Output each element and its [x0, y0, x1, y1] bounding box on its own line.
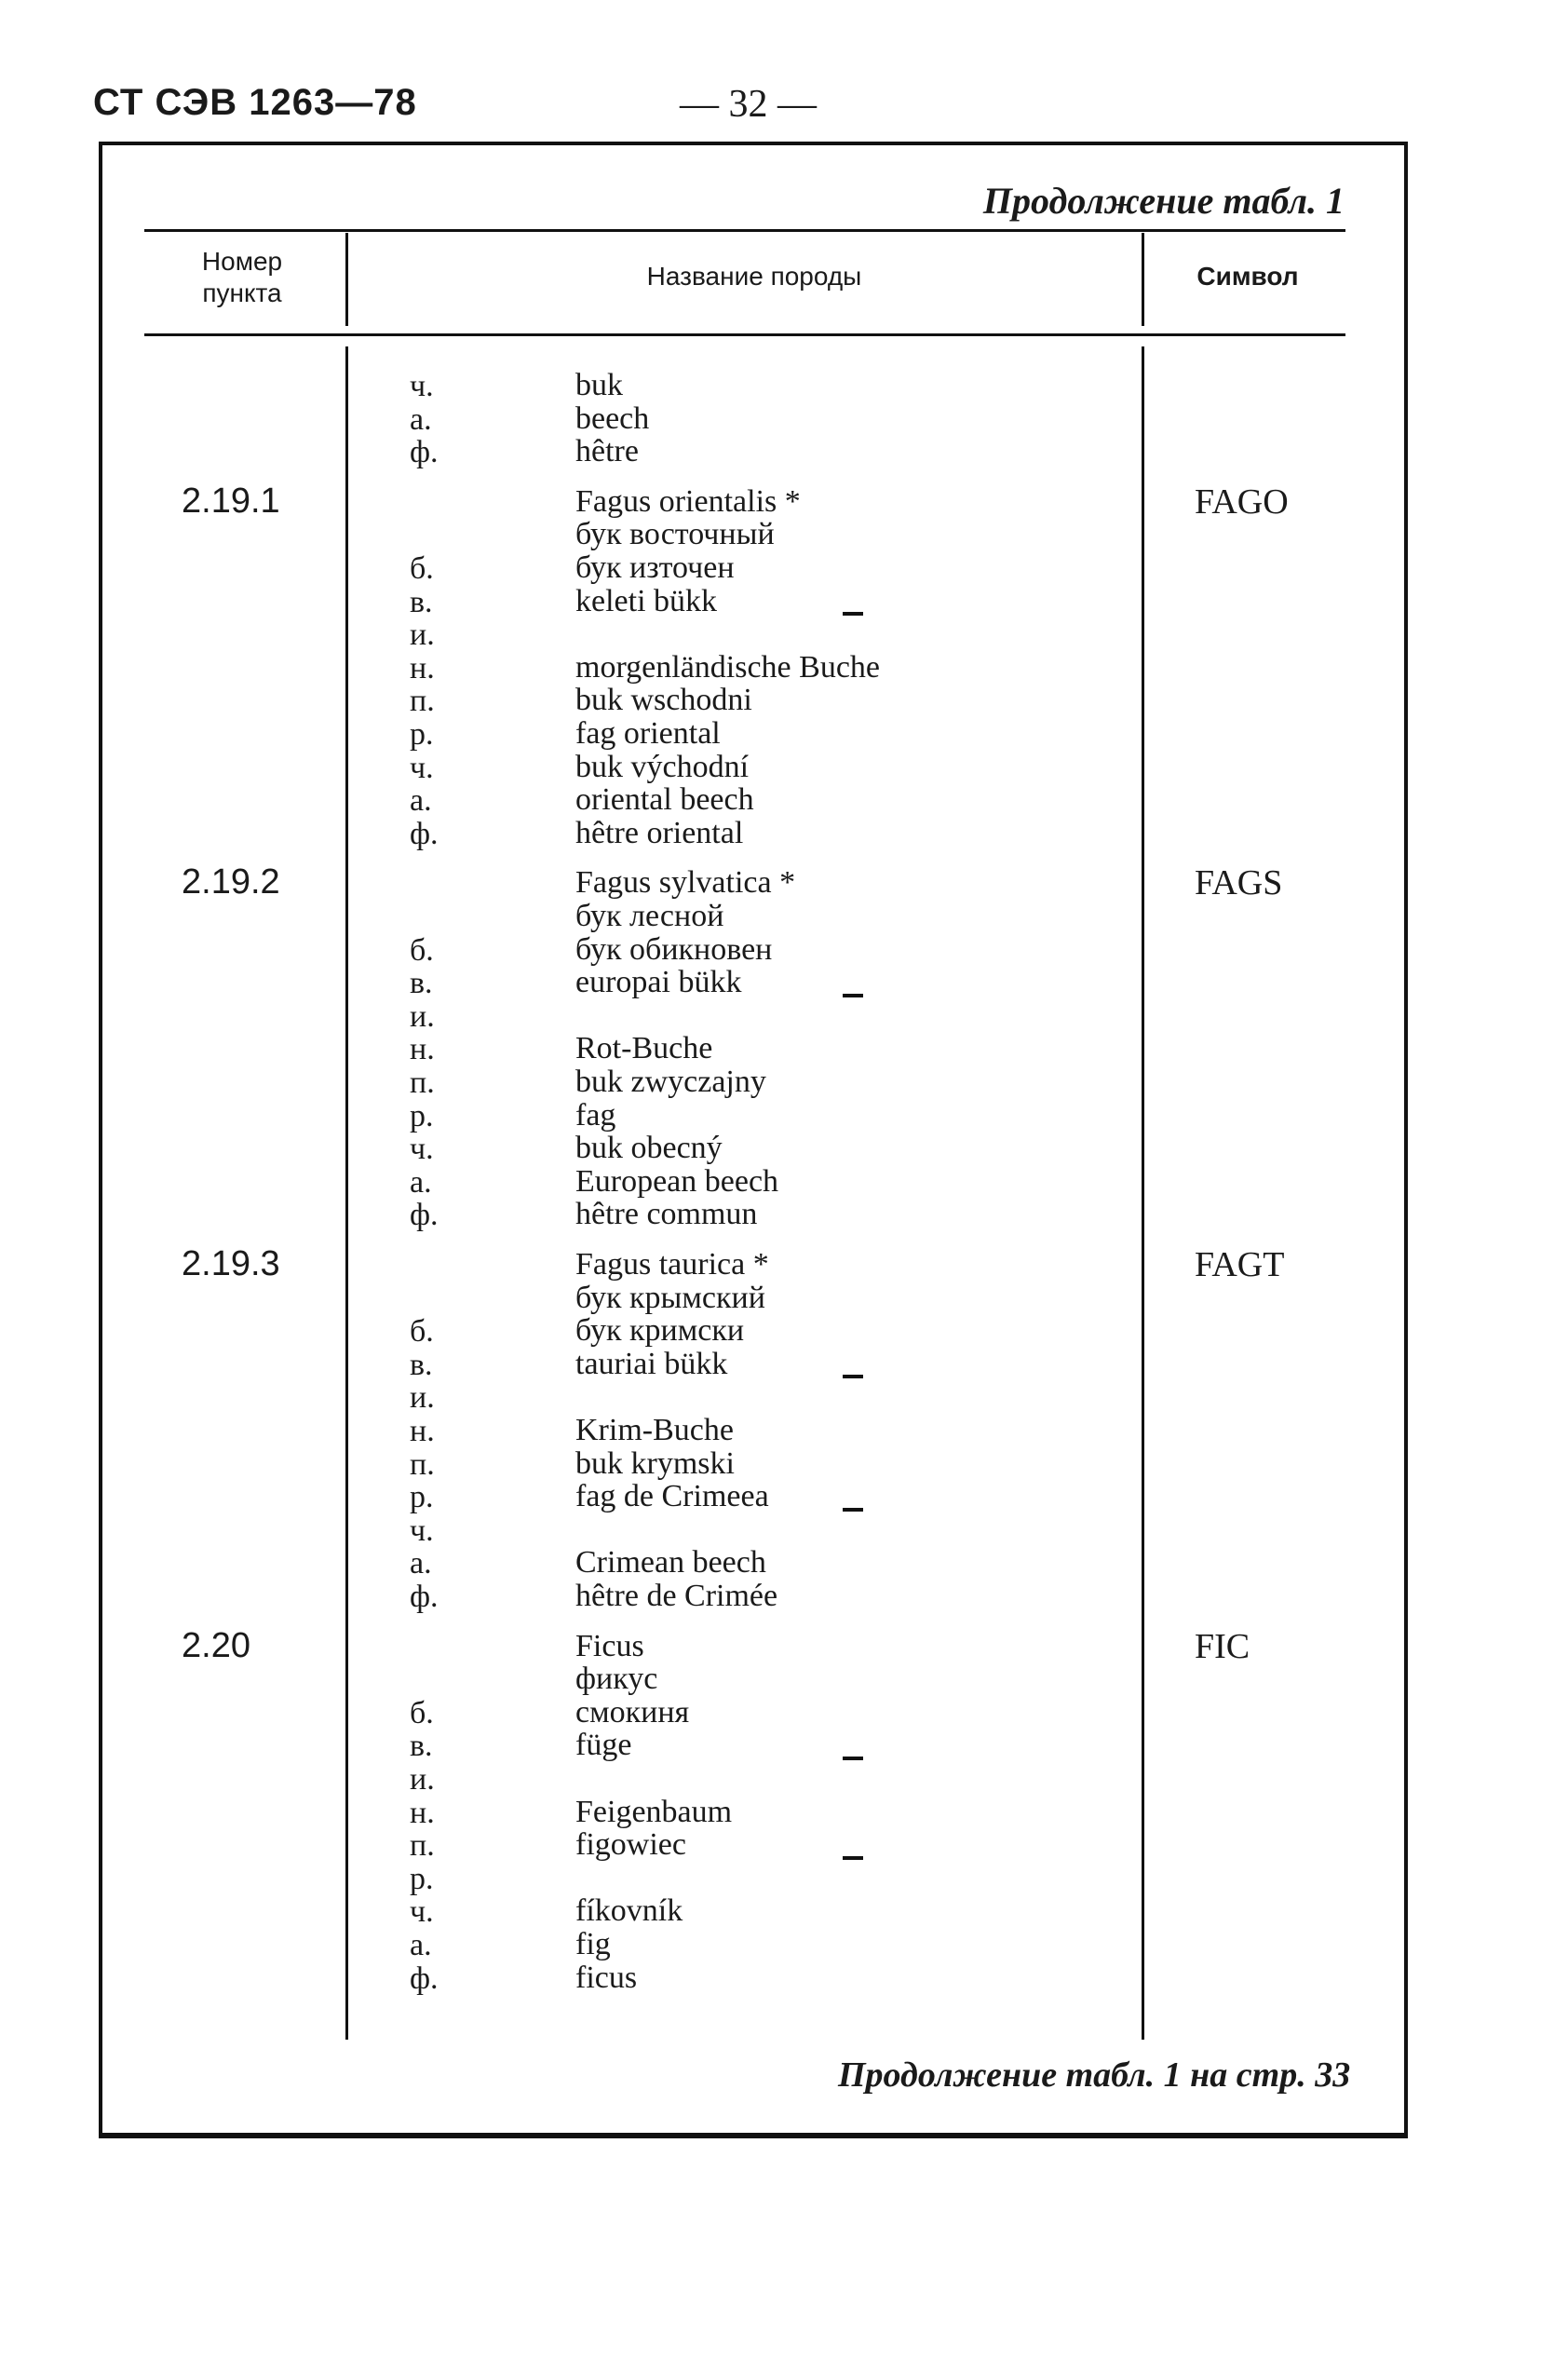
species-name: Crimean beech — [575, 1545, 766, 1580]
no-name-dash — [843, 612, 863, 616]
column-divider-2-body — [1142, 346, 1144, 2040]
language-code: н. — [410, 1795, 435, 1830]
language-code: ч. — [410, 1513, 434, 1548]
species-name: фикус — [575, 1662, 658, 1697]
language-code: ф. — [410, 1960, 439, 1996]
language-code: ч. — [410, 1132, 434, 1167]
column-divider-1 — [345, 233, 348, 326]
language-code: и. — [410, 1380, 435, 1416]
language-code: в. — [410, 1347, 433, 1382]
language-code: а. — [410, 401, 432, 437]
language-code: а. — [410, 1164, 432, 1200]
table-continuation-top: Продолжение табл. 1 — [982, 180, 1345, 222]
table-top-rule — [144, 229, 1345, 232]
language-code: п. — [410, 1065, 435, 1100]
language-code: б. — [410, 551, 434, 586]
language-code: а. — [410, 1928, 432, 1962]
column-divider-1-body — [345, 346, 348, 2040]
language-code: ф. — [410, 816, 439, 851]
language-code: р. — [410, 717, 434, 752]
species-name: fíkovník — [575, 1893, 683, 1929]
language-code: ф. — [410, 435, 439, 470]
species-latin-name: Fagus orientalis * — [575, 483, 801, 519]
language-code: ч. — [410, 369, 434, 403]
column-header-name: Название породы — [646, 262, 862, 291]
item-number: 2.19.3 — [182, 1244, 280, 1283]
language-code: в. — [410, 1729, 433, 1764]
language-code: в. — [410, 584, 433, 619]
language-code: а. — [410, 1546, 432, 1581]
species-name: europai bükk — [575, 965, 742, 1000]
language-code: п. — [410, 1446, 435, 1482]
language-code: ч. — [410, 1894, 434, 1930]
species-name: buk východní — [575, 749, 750, 784]
no-name-dash — [843, 1375, 863, 1378]
species-symbol: FIC — [1195, 1626, 1250, 1666]
no-name-dash — [843, 1757, 863, 1760]
species-latin-name: Ficus — [575, 1628, 644, 1663]
language-code: н. — [410, 1414, 435, 1448]
language-code: п. — [410, 684, 435, 719]
column-header-symbol: Символ — [1196, 262, 1299, 291]
species-name: figowiec — [575, 1827, 686, 1863]
language-code: ф. — [410, 1580, 439, 1614]
page-number: — 32 — — [680, 83, 817, 126]
species-name: oriental beech — [575, 782, 754, 818]
language-code: и. — [410, 617, 435, 653]
species-name: buk obecný — [575, 1131, 723, 1166]
language-code: а. — [410, 783, 432, 819]
species-name: keleti bükk — [575, 583, 718, 618]
species-name: бук крымский — [575, 1280, 765, 1315]
column-header-number: Номер пункта — [201, 247, 283, 307]
species-name: бук восточный — [575, 517, 775, 552]
species-name: Rot-Buche — [575, 1031, 713, 1066]
language-code: р. — [410, 1861, 434, 1896]
page-frame — [99, 142, 1408, 2138]
item-number: 2.19.2 — [182, 862, 280, 902]
species-name: Feigenbaum — [575, 1794, 733, 1829]
species-name: hêtre oriental — [575, 815, 744, 850]
species-latin-name: Fagus taurica * — [575, 1247, 769, 1282]
language-code: р. — [410, 1480, 434, 1515]
species-name: hêtre commun — [575, 1197, 758, 1232]
species-name: бук източен — [575, 550, 735, 585]
language-code: ф. — [410, 1198, 439, 1233]
species-name: fag oriental — [575, 716, 721, 751]
species-name: buk wschodni — [575, 683, 752, 718]
species-name: morgenländische Buche — [575, 649, 881, 685]
document-code: СТ СЭВ 1263—78 — [93, 82, 417, 123]
table-header-bottom-rule — [144, 333, 1345, 336]
species-name: бук обикновен — [575, 931, 773, 967]
species-name: buk krymski — [575, 1445, 735, 1481]
language-code: б. — [410, 1695, 434, 1730]
species-name: смокиня — [575, 1694, 690, 1730]
species-name: бук лесной — [575, 899, 724, 933]
species-name: fag — [575, 1097, 616, 1133]
language-code: б. — [410, 1314, 434, 1350]
language-code: н. — [410, 650, 435, 685]
species-name: hêtre de Crimée — [575, 1579, 778, 1613]
species-name: füge — [575, 1728, 632, 1763]
species-name: fig — [575, 1927, 611, 1961]
species-name: buk zwyczajny — [575, 1065, 766, 1099]
species-name: beech — [575, 400, 650, 436]
species-symbol: FAGT — [1195, 1245, 1285, 1284]
no-name-dash — [843, 994, 863, 997]
species-name: fag de Crimeea — [575, 1479, 769, 1514]
no-name-dash — [843, 1856, 863, 1860]
species-name: buk — [575, 368, 623, 402]
species-name: European beech — [575, 1163, 779, 1199]
species-name: tauriai bükk — [575, 1346, 728, 1381]
language-code: ч. — [410, 750, 434, 785]
item-number: 2.19.1 — [182, 481, 280, 521]
language-code: в. — [410, 966, 433, 1001]
language-code: п. — [410, 1828, 435, 1864]
column-divider-2 — [1142, 233, 1144, 326]
language-code: б. — [410, 932, 434, 968]
species-name: бук кримски — [575, 1313, 745, 1349]
species-name: ficus — [575, 1960, 638, 1995]
species-latin-name: Fagus sylvatica * — [575, 865, 796, 901]
table-continuation-bottom: Продолжение табл. 1 на стр. 33 — [838, 2055, 1351, 2095]
item-number: 2.20 — [182, 1625, 250, 1665]
language-code: и. — [410, 1762, 435, 1797]
language-code: н. — [410, 1032, 435, 1067]
language-code: р. — [410, 1098, 434, 1133]
no-name-dash — [843, 1508, 863, 1512]
species-symbol: FAGO — [1195, 482, 1289, 522]
species-symbol: FAGS — [1195, 863, 1283, 903]
species-name: hêtre — [575, 434, 639, 469]
language-code: и. — [410, 998, 435, 1034]
species-name: Krim-Buche — [575, 1413, 734, 1447]
